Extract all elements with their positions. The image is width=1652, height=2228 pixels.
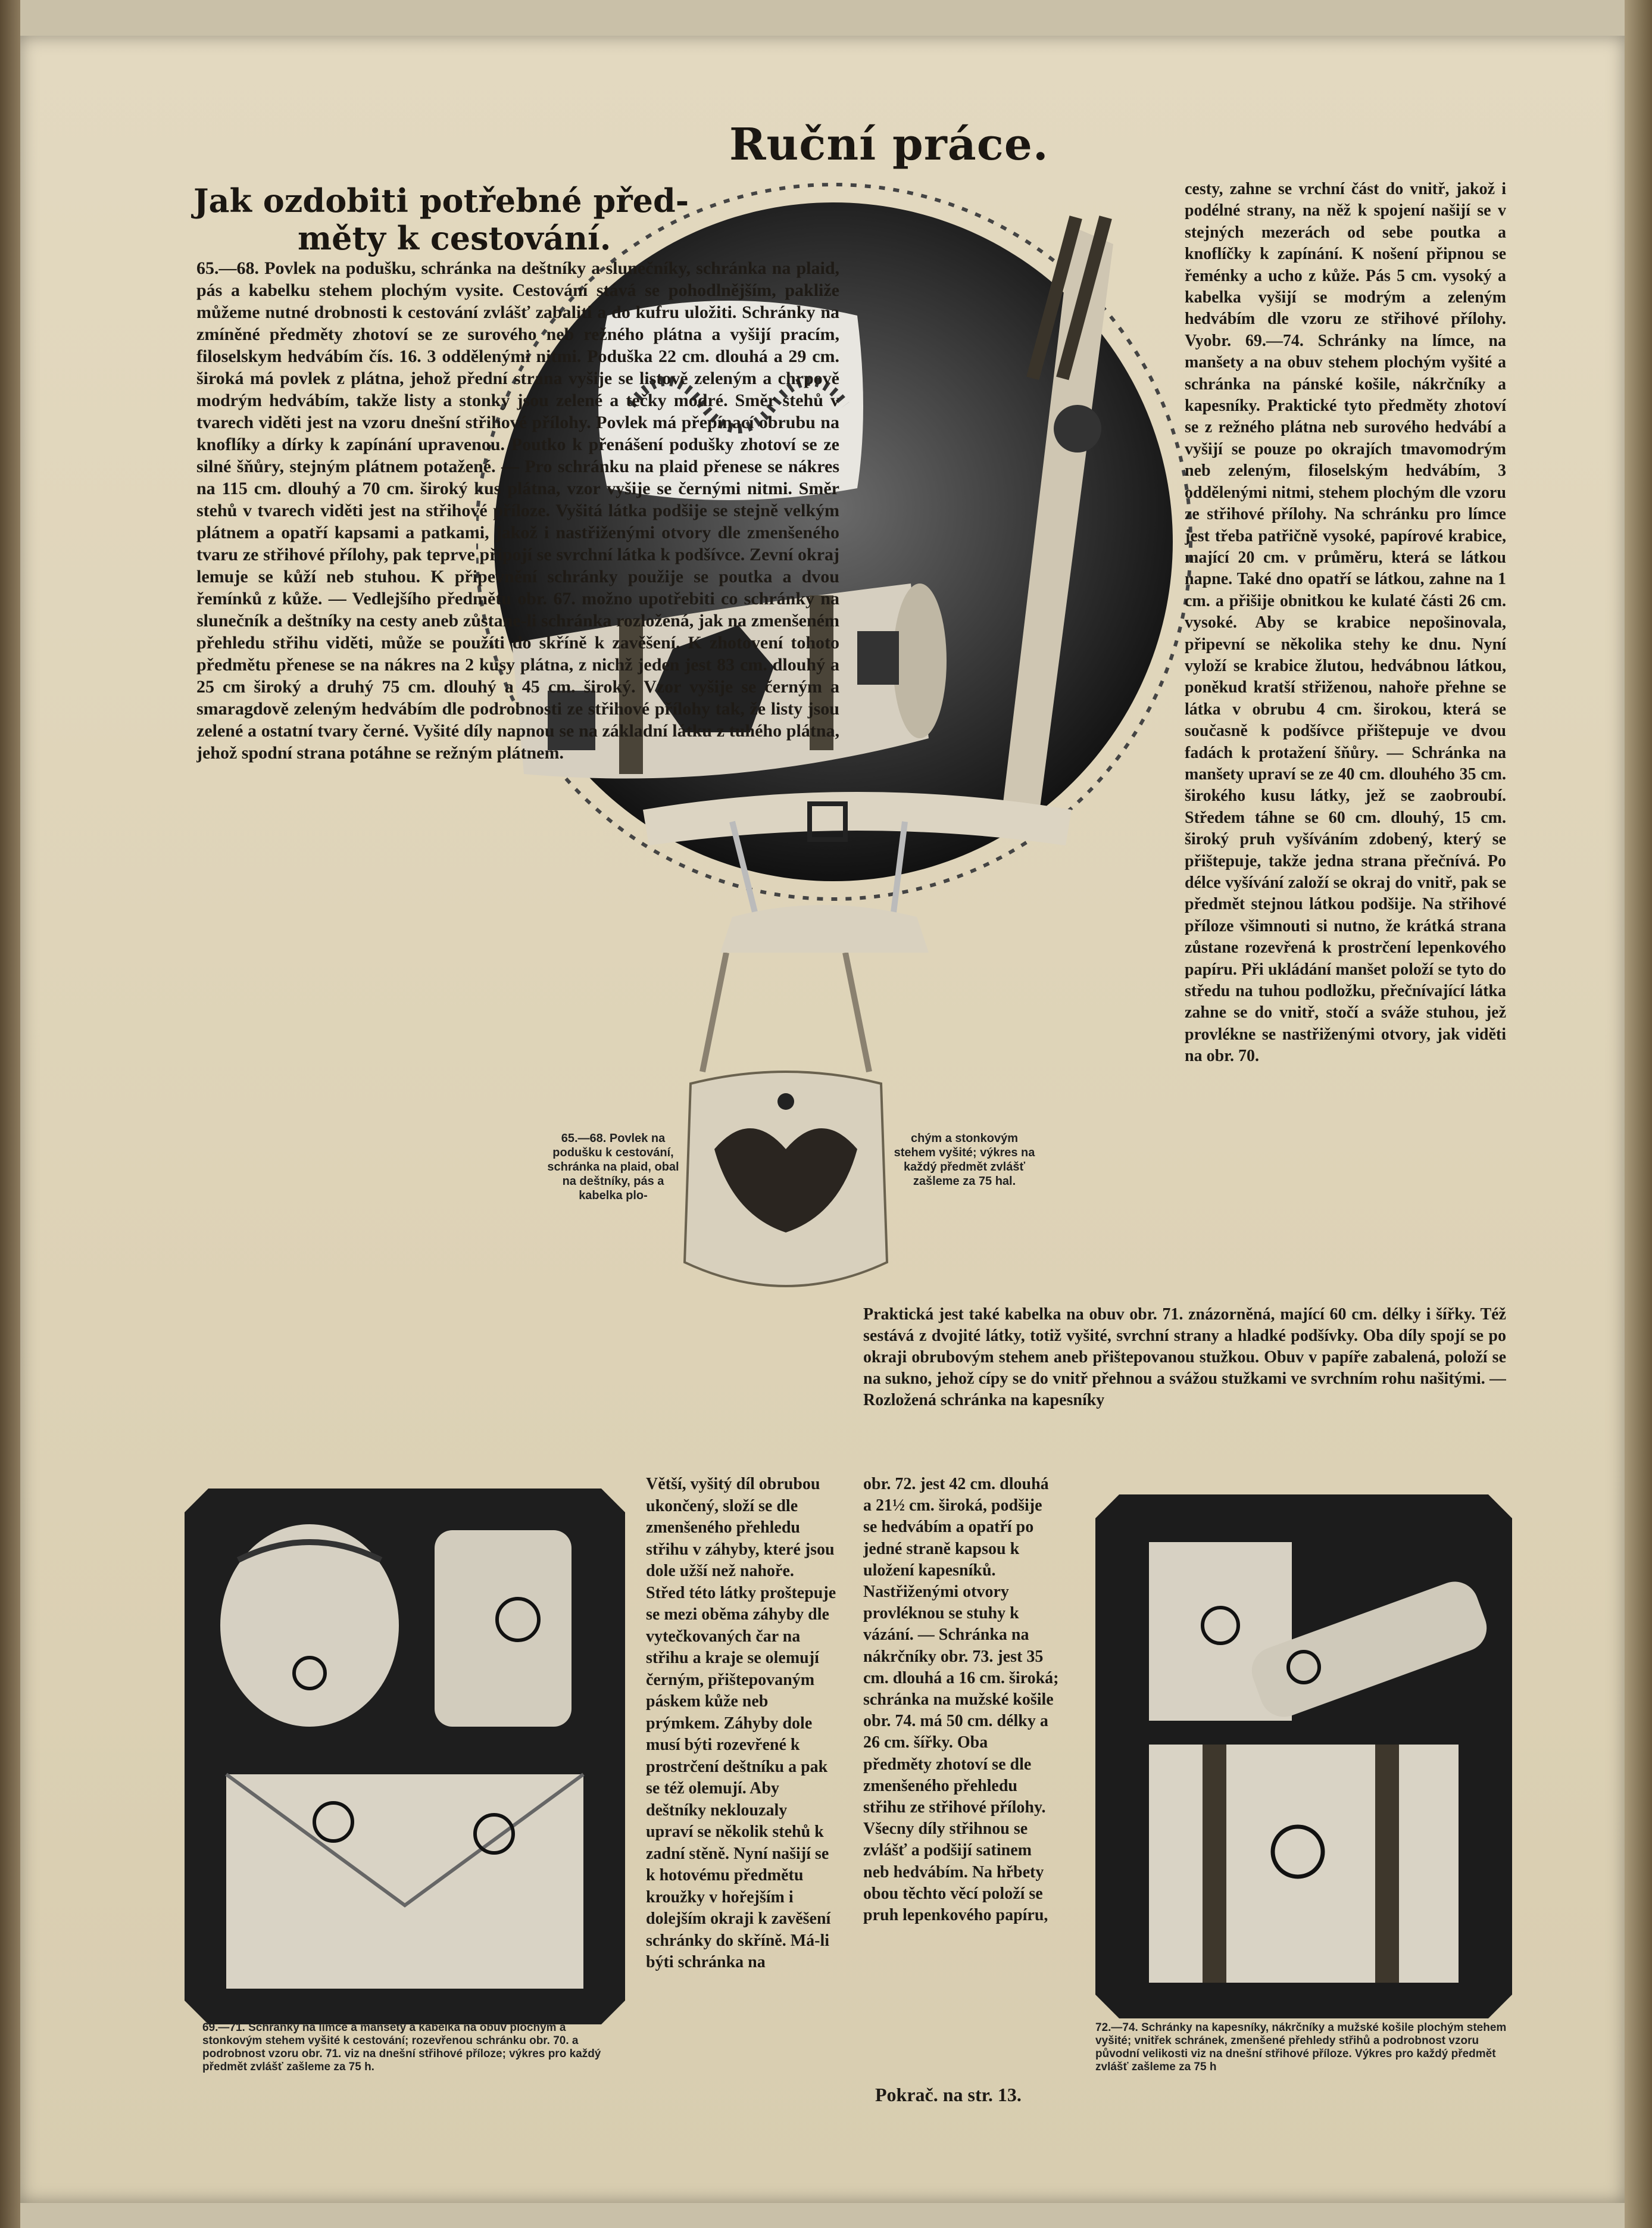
book-spine bbox=[0, 0, 20, 2228]
page-edge bbox=[1625, 0, 1652, 2228]
article-text-column-4: Praktická jest také kabelka na obuv obr. 71. znázorněná, mající 60 cm. délky i šířky. Též sestává z dvojité látky, totiž vyšité, svrchní strany a hladké podšívky. Oba díly spojí se po okraji obrubovým stehem aneb přištepovanou stužkou. Obuv v papíře zabalená, položí se na sukno, jehož cípy se do vnitř přehnou a svážou stužkami ve svrchním rohu našitými. — Rozložená schránka na kapesníky bbox=[863, 1305, 1506, 1409]
figure-caption-72-74: 72.—74. Schránky na kapesníky, nákrčníky a mužské košile plochým stehem vyšité; vnitřek schránek, zmenšené přehledy střihů a podrobnost vzoru původní velikosti viz na dnešní střihové příloze. Výkres pro každý předmět zvlášť zašleme za 75 h bbox=[1095, 2021, 1507, 2073]
figure-caption-65-68-part1: 65.—68. Povlek na podušku k cestování, schránka na plaid, obal na deštníky, pás a kabelka plo- bbox=[547, 1132, 679, 1202]
collar-cuff-case-illustration bbox=[185, 1489, 625, 2024]
collar-box-icon bbox=[220, 1524, 399, 1727]
figure-caption-69-71: 69.—71. Schránky na límce a manšety a kabelka na obuv plochým a stonkovým stehem vyšité k cestování; rozevřenou schránku obr. 70. a podrobnost vzoru obr. 71. viz na dnešní střihové příloze; výkres pro každý předmět zvlášť zašleme za 75 h. bbox=[202, 2021, 601, 2073]
article-text-column-3: cesty, zahne se vrchní část do vnitř, jakož i podélné strany, na něž k spojení našijí se v stejných mezerách od sebe poutka a knoflíčky k zapínání. K nošení připnou se řeménky a ucho z kůže. Pás 5 cm. vysoký a kabelka vyšijí se modrým a zeleným hedvábím dle vzoru ze střihové přílohy. Vyobr. 69.—74. Schránky na límce, na manšety a na obuv stehem plochým vyšité a schránka na pánské košile, nákrčníky a kapesníky. Praktické tyto předměty zhotoví se z režného plátna neb surového hedvábí a vyšijí se pouze po okrajích tmavomodrým neb zeleným, filoselským hedvábím, 3 oddělenými nitmi, stehem plochým dle vzoru ze střihové přílohy. Na schránku pro límce jest třeba patřičně vysoké, papírové krabice, mající 20 cm. v průměru, která se látkou napne. Také dno opatří se látkou, zahne na 1 cm. a přišije obnitkou ke kulaté části 26 cm. vysoké. Aby se krabice nepošinovala, připevní se několika stehy ke dnu. Nyní vyloží se krabice žlutou, hedvábnou látkou, poněkud kratší střiženou, nahoře přehne se látka v obrubu 4 cm. širokou, která se současně k podšívce přištepuje ve dvou fadách k protažení šňůry. — Schránka na manšety upraví se ze 40 cm. dlouhého 35 cm. širokého kusu látky, jež se zaobroubí. Středem táhne se 60 cm. dlouhý, 15 cm. široký pruh vyšíváním zdobený, který se přištepuje, takže jedna strana přečnívá. Po délce vyšívání založí se okraj do vnitř, pak se předmět stejnou látkou podšije. Na střihové příloze všimnouti si nutno, že krátká strana zůstane rozevřená k prostrčení lepenkového papíru. Při ukládání manšet položí se tyto do středu na tuhou podložku, přečnívající látka zahne se do vnitř, stočí a sváže stuhou, jež provlékne se nastřiženými otvory, jak viděti na obr. 70. bbox=[1185, 180, 1506, 1066]
handkerchief-tie-shirt-case-illustration bbox=[1095, 1494, 1512, 2018]
article-title-line1: Jak ozdobiti potřebné před- bbox=[193, 182, 689, 220]
article-text-column-2: Větší, vyšitý díl obrubou ukončený, složí se dle zmenšeného přehledu střihu v záhyby, které jsou dole užší než nahoře. Střed této látky proštepuje se mezi oběma záhyby dle vytečkovaných čar na střihu a kraje se olemují černým, přištepovaným páskem kůže neb prýmkem. Záhyby dole musí býti rozevřené k prostrčení deštníku a pak se též olemují. Aby deštníky neklouzaly upraví se několik stehů k zadní stěně. Nyní našijí se k hotovému předmětu kroužky v hořejším i dolejším okraji k zavěšení schránky do skříně. Má-li býti schránka na bbox=[646, 1475, 836, 1971]
shoe-bag-icon bbox=[226, 1774, 583, 1989]
cuff-case-icon bbox=[435, 1530, 572, 1727]
article-text-column-1: 65.—68. Povlek na podušku, schránka na deštníky a slunečníky, schránka na plaid, pás a kabelku stehem plochým vysite. Cestování stává se pohodlnějším, pakliže můžeme nutné drobnosti k cestování zvlášť zabaliti a do kufru uložiti. Schránky na zmíněné předměty zhotoví se ze surového neb režného plátna a vyšijí pracím, filoselskym hedvábím čís. 16. 3 oddělenými nitmi. Poduška 22 cm. dlouhá a 29 cm. široká má povlek z plátna, jehož přední strana vyšije se listově zeleným a chrpově modrým hedvábím, takže listy a stonky jsou zelené a tečky modré. Směr stehů v tvarech viděti jest na vzoru dnešní střihové přílohy. Povlek má přepínací obrubu na knoflíky a dírky k zapínání upravenou. Poutko k přenášení podušky zhotoví se ze silné šňůry, stejným plátnem potažené. — Pro schránku na plaid přenese se nákres na 115 cm. dlouhý a 70 cm. široký kus plátna, vzor vyšije se černými nitmi. Směr stehů v tvarech viděti jest na střihové příloze. Vyšitá látka podšije se stejně velkým plátnem a opatří kapsami a patkami, jakož i nastřiženými otvory dle zmenšeného tvaru ze střihové přílohy, pak teprve připojí se svrchní látka k podšívce. Zevní okraj lemuje se kůží neb stuhou. K připevnění schránky použije se poutka a dvou řemínků z kůže. — Vedlejšího předmětu obr. 67. možno upotřebiti co schránky na slunečník a deštníky na cesty aneb zůstane-li schránka rozložená, jak na zmenšeném přehledu střihu viděti, může se použíti do skříně k zavěšení. K zhotovení tohoto předmětu přenese se na nákres na 2 kusy plátna, z nichž jeden jest 83 cm. dlouhý a 25 cm široký a druhý 75 cm. dlouhý a 45 cm. široký. Vzor vyšije se černým a smaragdově zeleným hedvábím dle podrobnosti ze střihové přílohy tak, že listy jsou zelené a ostatní tvary černé. Vyšité díly napnou se na základní látku z tuhého plátna, jehož spodní strana potáhne se režným plátnem. bbox=[196, 258, 839, 763]
shirt-case-icon bbox=[1149, 1745, 1459, 1983]
article-title-line2: měty k cestování. bbox=[298, 219, 611, 257]
continued-note: Pokrač. na str. 13. bbox=[875, 2084, 1022, 2105]
section-title: Ruční práce. bbox=[729, 119, 1049, 170]
article-text-column-5: obr. 72. jest 42 cm. dlouhá a 21½ cm. široká, podšije se hedvábím a opatří po jedné straně kapsou k uložení kapesníků. Nastřiženými otvory provléknou se stuhy k vázání. — Schránka na nákrčníky obr. 73. jest 35 cm. dlouhá a 16 cm. široká; schránka na mužské košile obr. 74. má 50 cm. délky a 26 cm. šířky. Oba předměty zhotoví se dle zmenšeného přehledu střihu ze střihové přílohy. Všecny díly střihnou se zvlášť a podšijí satinem neb hedvábím. Na hřbety obou těchto věcí položí se pruh lepenkového papíru, bbox=[863, 1475, 1059, 1925]
figure-caption-65-68-part2: chým a stonkovým stehem vyšité; výkres na každý předmět zvlášť zašleme za 75 hal. bbox=[894, 1132, 1035, 1188]
